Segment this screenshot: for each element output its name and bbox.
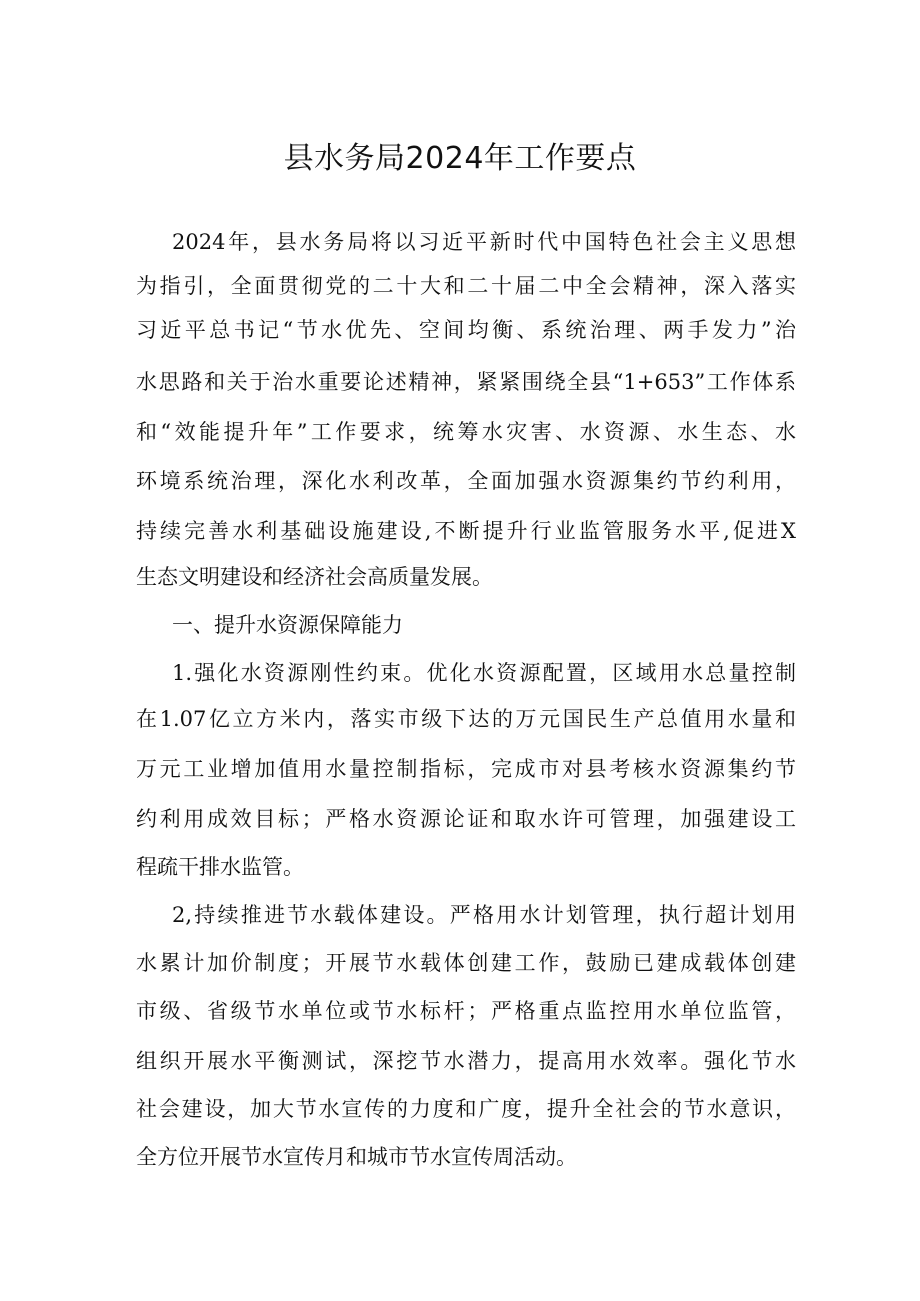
section-heading: 一、提升水资源保障能力 — [172, 613, 403, 637]
document-title: 县水务局2024年工作要点 — [283, 141, 637, 176]
paragraph-line: 为指引，全面贯彻党的二十大和二十届二中全会精神，深入落实 — [136, 274, 796, 298]
paragraph-line: 万元工业增加值用水量控制指标，完成市对县考核水资源集约节 — [136, 757, 796, 781]
paragraph-line: 和“效能提升年”工作要求，统筹水灾害、水资源、水生态、水 — [136, 420, 796, 444]
paragraph-line: 1.强化水资源刚性约束。优化水资源配置，区域用水总量控制 — [172, 661, 796, 685]
paragraph-line: 习近平总书记“节水优先、空间均衡、系统治理、两手发力”治 — [136, 318, 796, 342]
paragraph-line: 社会建设，加大节水宣传的力度和广度，提升全社会的节水意识， — [136, 1097, 796, 1121]
paragraph-line: 环境系统治理，深化水利改革，全面加强水资源集约节约利用， — [136, 469, 796, 493]
paragraph-line: 全方位开展节水宣传月和城市节水宣传周活动。 — [136, 1145, 577, 1169]
paragraph-line: 市级、省级节水单位或节水标杆；严格重点监控用水单位监管， — [136, 999, 796, 1023]
paragraph-line: 在1.07亿立方米内，落实市级下达的万元国民生产总值用水量和 — [136, 707, 796, 731]
paragraph-line: 组织开展水平衡测试，深挖节水潜力，提高用水效率。强化节水 — [136, 1049, 796, 1073]
paragraph-line: 水思路和关于治水重要论述精神，紧紧围绕全县“1+653”工作体系 — [136, 370, 796, 394]
paragraph-line: 持续完善水利基础设施建设,不断提升行业监管服务水平,促进X — [136, 519, 796, 543]
paragraph-line: 水累计加价制度；开展节水载体创建工作，鼓励已建成载体创建 — [136, 951, 796, 975]
paragraph-line: 2024年，县水务局将以习近平新时代中国特色社会主义思想 — [172, 230, 796, 254]
paragraph-line: 2,持续推进节水载体建设。严格用水计划管理，执行超计划用 — [172, 903, 796, 927]
paragraph-line: 程疏干排水监管。 — [136, 855, 304, 879]
paragraph-line: 约利用成效目标；严格水资源论证和取水许可管理，加强建设工 — [136, 807, 796, 831]
paragraph-line: 生态文明建设和经济社会高质量发展。 — [136, 565, 493, 589]
